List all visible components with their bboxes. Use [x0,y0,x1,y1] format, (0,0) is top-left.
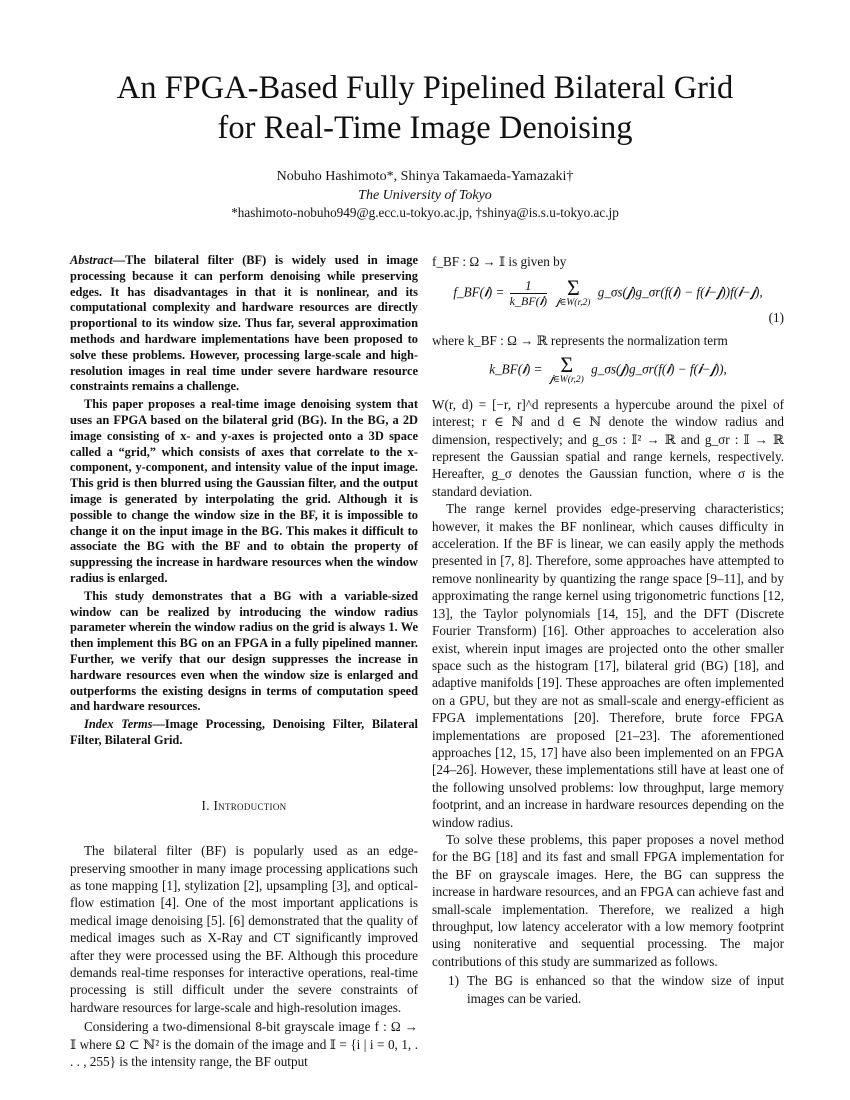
arxiv-stamp [6,295,46,800]
sum-limit: 𝒋∈W(r,2) [556,298,591,309]
right-column [432,253,784,1007]
eq2-rhs: g_σs(𝒋)g_σr(f(𝒊) − f(𝒊−𝒋)), [591,361,727,377]
paper-title [60,68,790,148]
index-terms [70,717,418,749]
left-column [70,253,418,1070]
sum-limit-2: 𝒋∈W(r,2) [549,374,584,385]
index-terms-text: —Image Processing, Denoising Filter, Bilateral Filter, Bilateral Grid. [70,717,418,747]
section-numeral: I. [201,797,210,813]
abstract-p3: This study demonstrates that a BG with a variable-sized window can be realized by introducing the window radius parameter wherein the window radius on the grid is always 1. We then implement this BG on an FPGA in a fully pipelined manner. Further, we verify that our design suppresses the increase in hardware resources even when the window size is enlarged and outperforms the existing designs in terms of computation speed and hardware resources. [70,588,418,714]
bf-output-lead: f_BF : Ω → 𝕀 is given by [432,254,567,269]
normalization-text: where k_BF : Ω → ℝ represents the normalization term [432,333,728,349]
authors: Nobuho Hashimoto*, Shinya Takamaeda-Yamazaki† [276,169,574,184]
section-title: Introduction [213,797,287,813]
range-kernel-paragraph: The range kernel provides edge-preserving characteristics; however, it makes the BF nonlinear, which causes difficulty in acceleration. If the BF is linear, we can easily apply the methods presented in [7, 8]. Therefore, some approaches have attempted to remove nonlinearity by quantizing the range space [9–11], and by approximating the range kernel using trigonometric functions [12, 13], the Taylor polynomials [14, 15], and the DFT (Discrete Fourier Transform) [16]. Other approaches to acceleration also exist, wherein input images are projected onto the other smaller space such as the histogram [17], bilateral grid (BG) [18], and adaptive manifolds [19]. These approaches are often implemented on a GPU, but they are not as small-scale and energy-efficient as FPGA implementations [20]. Therefore, brute force FPGA implementations are proposed [21–23]. The aforementioned approaches [12, 15, 17] have also been implemented on an FPGA [24–26]. However, these implementations still have at least one of the following unsolved problems: low throughput, large memory footprint, and an increase in hardware resources depending on the window radius. [432,501,784,830]
eq1-summation [556,275,591,309]
sum-symbol: Σ [566,275,580,301]
abstract-p1-text: —The bilateral filter (BF) is widely used in image processing because it can perform denoising while preserving edges. It has disadvantages in that it is nonlinear, and its computational complexity and hardware resources are directly proportional to its window size. Thus far, several approximation methods and hardware implementations have been proposed to solve these problems. However, processing large-scale and high-resolution images in real time under severe hardware resource constraints remains a challenge. [70,253,418,394]
abstract [70,253,418,749]
title-line-2: for Real-Time Image Denoising [217,110,633,146]
eq1-fraction [510,278,547,309]
eq1-rhs: g_σs(𝒋)g_σr(f(𝒊) − f(𝒊−𝒋))f(𝒊−𝒋), [597,284,763,300]
intro-paragraph-2: Considering a two-dimensional 8-bit grayscale image f : Ω → 𝕀 where Ω ⊂ ℕ² is the domain of the image and 𝕀 = {i | i = 0, 1, . . . , 255} is the intensity range, the BF output [70,1019,418,1069]
title-line-1: An FPGA-Based Fully Pipelined Bilateral Grid [116,70,734,106]
emails: *hashimoto-nobuho949@g.ecc.u-tokyo.ac.jp, †shinya@is.s.u-tokyo.ac.jp [231,205,619,220]
contribution-text: The BG is enhanced so that the window size of input images can be varied. [467,973,784,1006]
contributions-list [432,972,784,1007]
affiliation: The University of Tokyo [358,188,492,203]
sum-symbol-2: Σ [560,351,574,377]
contribution-item [432,972,784,1007]
intro-paragraph-1: The bilateral filter (BF) is popularly used as an edge-preserving smoother in many image processing applications such as tone mapping [1], stylization [2], upsampling [3], and optical-flow estimation [4]. One of the most important applications is medical image denoising [5]. [6] demonstrated that the quality of medical images such as X-Ray and CT significantly improved after they were processed using the BF. Although this procedure demands real-time responses for interactive operations, real-time processing is still difficult under the severe constraints of hardware resources for large-scale and high-resolution images. [70,843,418,1015]
abstract-p2: This paper proposes a real-time image denoising system that uses an FPGA based on the bilateral grid (BG). In the BG, a 2D image consisting of x- and y-axes is projected onto a 3D space called a “grid,” which consists of axes that correlate to the x-component, y-component, and intensity value of the input image. This grid is then blurred using the Gaussian filter, and the output image is generated by interpolating the grid. Although it is possible to change the window size in the BF, it is impossible to change it on the input image in the BG. This makes it difficult to associate the BG with the BF and to obtain the property of suppressing the increase in hardware resources when the window radius is enlarged. [70,397,418,585]
equation-1 [432,275,784,327]
equation-number-1: (1) [768,310,784,326]
eq1-lhs: f_BF(𝒊) = [453,284,505,300]
abstract-label: Abstract [70,253,113,267]
section-heading-introduction [70,797,418,814]
index-terms-label: Index Terms [84,717,153,732]
eq2-lhs: k_BF(𝒊) = [489,361,543,377]
equation-2 [432,351,784,386]
contribution-index: 1) [448,973,459,989]
eq2-summation [549,351,584,386]
eq1-number-row [432,309,784,327]
eq1-frac-denominator: k_BF(𝒊) [509,294,547,309]
solution-paragraph: To solve these problems, this paper proposes a novel method for the BG [18] and its fast and small FPGA implementation for the BF on grayscale images. Here, the BG can suppress the increase in hardware resources, and an FPGA can achieve fast and small-scale implementation. Therefore, we realized a high throughput, low latency accelerator with a low memory footprint using noniterative and sequential processing. The major contributions of this study are summarized as follows. [432,831,784,969]
eq1-frac-numerator: 1 [510,278,547,294]
window-definition-paragraph: W(r, d) = [−r, r]^d represents a hypercube around the pixel of interest; r ∈ ℕ and d ∈ ℕ denote the window radius and dimension, respectively; and g_σs : 𝕀² → ℝ and g_σr : 𝕀 → ℝ represent the Gaussian spatial and range kernels, respectively. Hereafter, g_σ denotes the Gaussian function, where σ is the standard deviation. [432,396,784,499]
abstract-p1 [70,253,418,395]
